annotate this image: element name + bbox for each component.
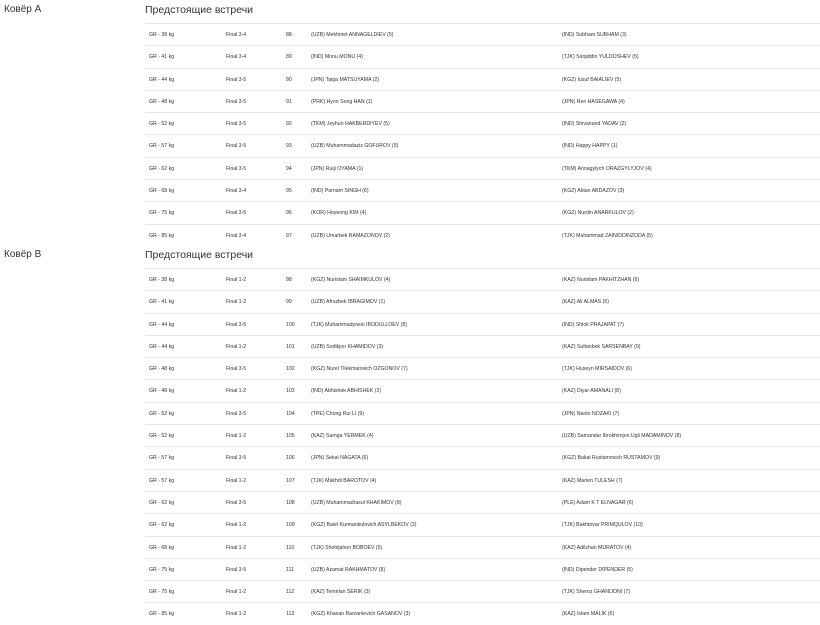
red-corner-wrestler: (KGZ) Nurislam SHAIMKULOV (4) (311, 277, 391, 283)
bout-row (145, 335, 820, 357)
mat-b-bouts-table (145, 268, 820, 625)
bout-number: 93 (286, 143, 292, 150)
bout-category: GR - 85 kg (149, 232, 175, 239)
bout-number: 90 (286, 76, 292, 83)
bout-stage: Final 3-5 (226, 76, 247, 83)
red-corner-wrestler: (JPN) Taiga MATSUYAMA (2) (311, 76, 380, 83)
bout-category: GR - 68 kg (149, 188, 175, 195)
bout-number: 112 (286, 589, 295, 596)
blue-corner-wrestler: (JPN) Ren HASEGAWA (4) (562, 98, 625, 105)
bout-stage: Final 3-5 (226, 165, 247, 172)
bout-row (145, 536, 820, 558)
mat-b-section (0, 245, 820, 618)
bout-number: 108 (286, 499, 295, 506)
bout-row (145, 491, 820, 513)
bout-row (145, 313, 820, 335)
bout-number: 109 (286, 522, 295, 529)
bout-stage: Final 1-2 (226, 522, 247, 529)
mat-a-section (0, 0, 820, 245)
bout-row (145, 134, 820, 156)
red-corner-wrestler: (UZB) Sodikjon KHAMIDOV (3) (311, 343, 384, 350)
bout-stage: Final 3-5 (226, 143, 247, 150)
bout-category: GR - 38 kg (149, 32, 175, 38)
blue-corner-wrestler: (KAZ) Nurislam PAKHITZHAN (6) (562, 277, 640, 283)
bout-stage: Final 1-2 (226, 611, 247, 618)
blue-corner-wrestler: (IND) Shivanand YADAV (2) (562, 121, 627, 128)
bout-stage: Final 3-5 (226, 499, 247, 506)
bout-stage: Final 3-5 (226, 410, 247, 417)
bout-category: GR - 41 kg (149, 299, 175, 306)
bout-number: 113 (286, 611, 295, 618)
blue-corner-wrestler: (KAZ) Islam MALIK (6) (562, 611, 615, 618)
blue-corner-wrestler: (KAZ) Adilzhan MURATOV (4) (562, 544, 632, 551)
red-corner-wrestler: (KGZ) Khasan Barzanievich GASANOV (3) (311, 611, 411, 618)
bout-row (145, 469, 820, 491)
bout-category: GR - 52 kg (149, 410, 175, 417)
blue-corner-wrestler: (IND) Dipender DIPENDER (5) (562, 566, 633, 573)
bout-row (145, 179, 820, 201)
red-corner-wrestler: (UZB) Muhammadrasul KHAKIMOV (8) (311, 499, 402, 506)
bout-number: 92 (286, 121, 292, 128)
red-corner-wrestler: (KOR) Hoyeong KIM (4) (311, 210, 367, 217)
bout-row (145, 424, 820, 446)
bout-stage: Final 1-2 (226, 589, 247, 596)
bout-stage: Final 3-5 (226, 210, 247, 217)
red-corner-wrestler: (TJK) Shohijahon BOBOEV (5) (311, 544, 383, 551)
bout-row (145, 224, 820, 246)
mat-a-label: Ковёр A (4, 4, 42, 15)
bout-number: 103 (286, 388, 295, 395)
bout-row (145, 90, 820, 112)
bout-stage: Final 3-5 (226, 98, 247, 105)
red-corner-wrestler: (UZB) Mekhmet ANNAGELDIEV (5) (311, 32, 394, 38)
bout-number: 99 (286, 299, 292, 306)
bout-number: 106 (286, 455, 295, 462)
bout-stage: Final 3-5 (226, 455, 247, 462)
bout-row (145, 357, 820, 379)
blue-corner-wrestler: (IND) Shlok PRAJAPAT (7) (562, 321, 624, 328)
red-corner-wrestler: (UZB) Umarbek RAMAZONOV (2) (311, 232, 390, 239)
bout-number: 91 (286, 98, 292, 105)
bout-row (145, 402, 820, 424)
bout-stage: Final 1-2 (226, 343, 247, 350)
bout-stage: Final 3-4 (226, 188, 247, 195)
bout-stage: Final 3-4 (226, 54, 247, 61)
red-corner-wrestler: (UZB) Muhammadaziz GOFUROV (5) (311, 143, 399, 150)
bout-row (145, 112, 820, 134)
red-corner-wrestler: (IND) Monu MONU (4) (311, 54, 363, 61)
bout-category: GR - 57 kg (149, 143, 175, 150)
red-corner-wrestler: (IND) Abhishek ABHISHEK (2) (311, 388, 382, 395)
bout-category: GR - 52 kg (149, 433, 175, 440)
bout-row (145, 45, 820, 67)
red-corner-wrestler: (JPN) Ruiji OYAMA (1) (311, 165, 364, 172)
bout-stage: Final 1-2 (226, 477, 247, 484)
blue-corner-wrestler: (KAZ) Diyar AMANALI (8) (562, 388, 621, 395)
bout-stage: Final 3-5 (226, 566, 247, 573)
red-corner-wrestler: (PRK) Hyon Song HAN (1) (311, 98, 373, 105)
blue-corner-wrestler: (KGZ) Nurdin ANARKULOV (2) (562, 210, 634, 217)
bout-number: 110 (286, 544, 295, 551)
red-corner-wrestler: (JPN) Sekai NAGATA (6) (311, 455, 369, 462)
blue-corner-wrestler: (TKM) Annagylych ORAZGYLYJOV (4) (562, 165, 652, 172)
bout-category: GR - 48 kg (149, 98, 175, 105)
bout-row (145, 446, 820, 468)
bout-stage: Final 1-2 (226, 544, 247, 551)
bout-number: 96 (286, 210, 292, 217)
bout-category: GR - 48 kg (149, 366, 175, 373)
red-corner-wrestler: (UZB) Afruzbek IBRAGIMOV (1) (311, 299, 386, 306)
bout-stage: Final 3-4 (226, 32, 247, 38)
bout-stage: Final 1-2 (226, 433, 247, 440)
bout-number: 94 (286, 165, 292, 172)
bout-row (145, 513, 820, 535)
blue-corner-wrestler: (IND) Happy HAPPY (1) (562, 143, 618, 150)
bout-category: GR - 52 kg (149, 121, 175, 128)
mat-a-bouts-table (145, 23, 820, 246)
blue-corner-wrestler: (KGZ) Aktan ABDAZOV (3) (562, 188, 625, 195)
bout-number: 111 (286, 566, 294, 573)
blue-corner-wrestler: (KAZ) Sultanbek SARSENBAY (9) (562, 343, 641, 350)
bout-number: 104 (286, 410, 295, 417)
bout-number: 89 (286, 54, 292, 61)
red-corner-wrestler: (TJK) Makhdi BAROTOV (4) (311, 477, 377, 484)
bout-number: 88 (286, 32, 292, 38)
bout-category: GR - 48 kg (149, 388, 175, 395)
bout-row (145, 580, 820, 602)
bout-stage: Final 3-5 (226, 321, 247, 328)
red-corner-wrestler: (TJK) Muhammadyosin IBODULLOEV (8) (311, 321, 407, 328)
bout-category: GR - 41 kg (149, 54, 175, 61)
bout-row (145, 201, 820, 223)
blue-corner-wrestler: (KGZ) Bakai Rustamovich RUSTAMOV (9) (562, 455, 661, 462)
mat-b-label: Ковёр B (4, 249, 42, 260)
bout-number: 102 (286, 366, 295, 373)
blue-corner-wrestler: (KAZ) Ali ALMAS (6) (562, 299, 609, 306)
blue-corner-wrestler: (KAZ) Marlen TULESH (7) (562, 477, 623, 484)
bout-number: 100 (286, 321, 295, 328)
bout-number: 97 (286, 232, 292, 239)
blue-corner-wrestler: (KGZ) Iusuf BAIALIEV (5) (562, 76, 622, 83)
bout-number: 107 (286, 477, 295, 484)
red-corner-wrestler: (KAZ) Samga YERMEK (4) (311, 433, 374, 440)
bout-category: GR - 44 kg (149, 76, 175, 83)
bout-row (145, 558, 820, 580)
bout-category: GR - 38 kg (149, 277, 175, 283)
blue-corner-wrestler: (TJK) Bakhtovar PRIMQULOV (10) (562, 522, 643, 529)
bout-stage: Final 3-5 (226, 366, 247, 373)
bout-category: GR - 62 kg (149, 522, 175, 529)
mat-a-upcoming-title: Предстоящие встречи (145, 4, 254, 16)
bout-category: GR - 62 kg (149, 499, 175, 506)
red-corner-wrestler: (IND) Parnam SINGH (6) (311, 188, 369, 195)
red-corner-wrestler: (UZB) Azamat RAKHMATOV (8) (311, 566, 386, 573)
bout-number: 105 (286, 433, 295, 440)
bout-row (145, 268, 820, 290)
bout-number: 95 (286, 188, 292, 195)
bout-category: GR - 85 kg (149, 611, 175, 618)
bout-category: GR - 57 kg (149, 477, 175, 484)
bout-number: 101 (286, 343, 295, 350)
bout-category: GR - 75 kg (149, 210, 175, 217)
bout-category: GR - 75 kg (149, 566, 175, 573)
bout-stage: Final 1-2 (226, 299, 247, 306)
bout-category: GR - 62 kg (149, 165, 175, 172)
red-corner-wrestler: (KAZ) Temirlan SERIK (3) (311, 589, 371, 596)
red-corner-wrestler: (TPE) Chong Rui LI (9) (311, 410, 365, 417)
bout-row (145, 379, 820, 401)
blue-corner-wrestler: (TJK) Muhammad ZAINIDDINZODA (5) (562, 232, 653, 239)
bout-number: 98 (286, 277, 292, 283)
blue-corner-wrestler: (IND) Subham SUBHAM (3) (562, 32, 627, 38)
red-corner-wrestler: (KGZ) Baiel Kurmankulovich ASYLBEKOV (2) (311, 522, 417, 529)
bout-row (145, 157, 820, 179)
bout-category: GR - 68 kg (149, 544, 175, 551)
red-corner-wrestler: (KGZ) Nurel Tilekmatovich OZGONOV (7) (311, 366, 408, 373)
blue-corner-wrestler: (TJK) Sheroz GHANIJONI (7) (562, 589, 631, 596)
bout-stage: Final 1-2 (226, 277, 247, 283)
mat-b-upcoming-title: Предстоящие встречи (145, 249, 254, 261)
blue-corner-wrestler: (JPN) Naoto NOZAKI (7) (562, 410, 620, 417)
bout-category: GR - 44 kg (149, 343, 175, 350)
blue-corner-wrestler: (UZB) Samandar Ibrokhimjon Ugli MADAMINOV (8) (562, 433, 682, 440)
bout-row (145, 68, 820, 90)
bout-category: GR - 57 kg (149, 455, 175, 462)
bout-category: GR - 75 kg (149, 589, 175, 596)
bout-category: GR - 44 kg (149, 321, 175, 328)
red-corner-wrestler: (TKM) Jeyhun HAKBERDIYEV (5) (311, 121, 390, 128)
bout-stage: Final 3-5 (226, 121, 247, 128)
blue-corner-wrestler: (PLE) Adam K T ELNAGAR (6) (562, 499, 634, 506)
bout-stage: Final 1-2 (226, 388, 247, 395)
bout-row (145, 23, 820, 45)
blue-corner-wrestler: (TJK) Sirojiddin YULDOSHEV (5) (562, 54, 639, 61)
bout-stage: Final 3-4 (226, 232, 247, 239)
blue-corner-wrestler: (TJK) Huseyn MIRSAIDOV (6) (562, 366, 633, 373)
bout-row (145, 290, 820, 312)
